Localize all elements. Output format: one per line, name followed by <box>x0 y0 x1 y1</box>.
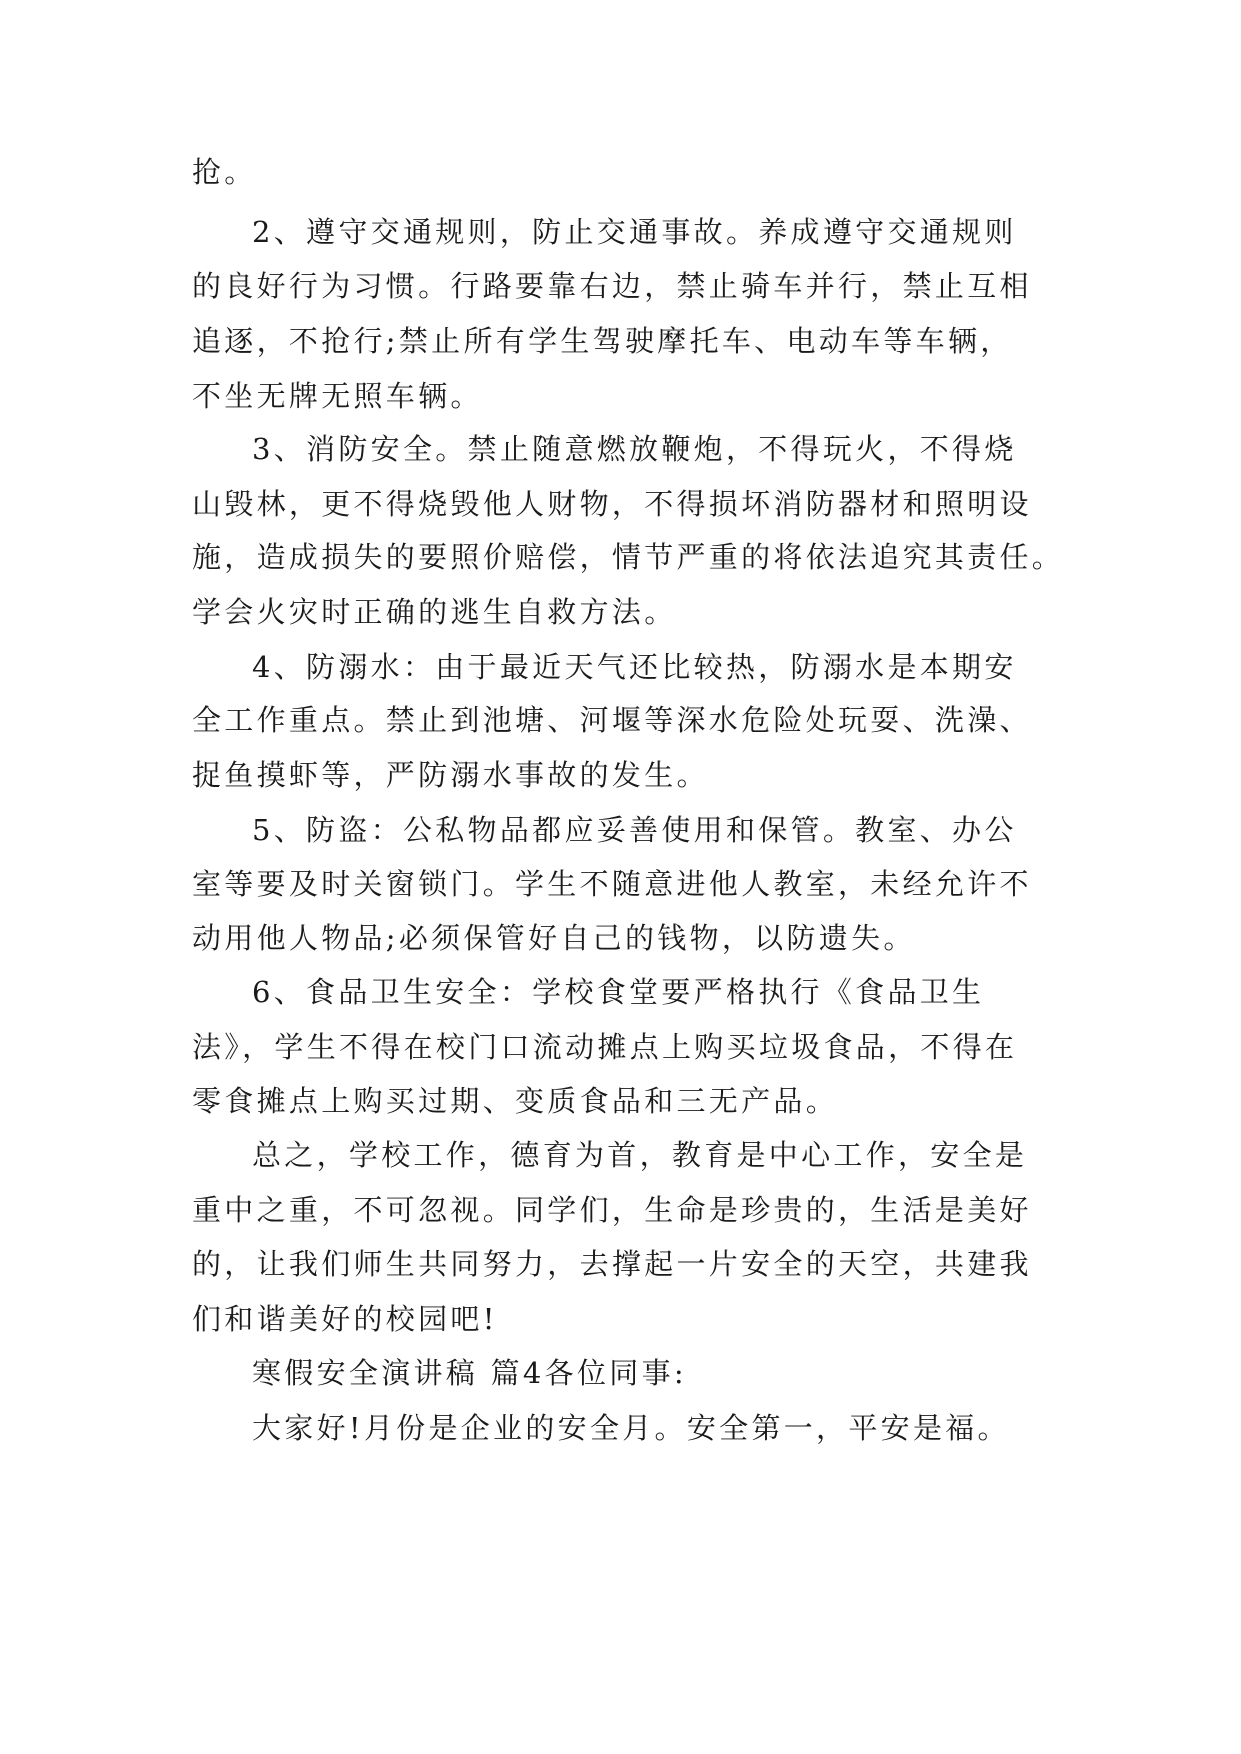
text-line: 抢。 <box>192 155 257 189</box>
text-line: 大家好!月份是企业的安全月。安全第一，平安是福。 <box>252 1411 1010 1445</box>
text-line: 零食摊点上购买过期、变质食品和三无产品。 <box>192 1084 839 1118</box>
text-line: 室等要及时关窗锁门。学生不随意进他人教室，未经允许不 <box>192 867 1032 901</box>
text-line: 的良好行为习惯。行路要靠右边，禁止骑车并行，禁止互相 <box>192 269 1032 303</box>
text-line: 不坐无牌无照车辆。 <box>192 379 483 413</box>
text-line: 捉鱼摸虾等，严防溺水事故的发生。 <box>192 758 709 792</box>
text-line: 4、防溺水：由于最近天气还比较热，防溺水是本期安 <box>252 650 1017 684</box>
text-line: 山毁林，更不得烧毁他人财物，不得损坏消防器材和照明设 <box>192 487 1032 521</box>
section-heading: 寒假安全演讲稿 篇4各位同事: <box>252 1356 687 1390</box>
text-line: 重中之重，不可忽视。同学们，生命是珍贵的，生活是美好 <box>192 1193 1032 1227</box>
text-line: 的，让我们师生共同努力，去撑起一片安全的天空，共建我 <box>192 1247 1032 1281</box>
text-line: 2、遵守交通规则，防止交通事故。养成遵守交通规则 <box>252 215 1017 249</box>
text-line: 5、防盗：公私物品都应妥善使用和保管。教室、办公 <box>252 813 1017 847</box>
text-line: 们和谐美好的校园吧! <box>192 1302 498 1336</box>
text-line: 学会火灾时正确的逃生自救方法。 <box>192 595 677 629</box>
text-line: 总之，学校工作，德育为首，教育是中心工作，安全是 <box>252 1138 1028 1172</box>
text-line: 动用他人物品;必须保管好自己的钱物，以防遗失。 <box>192 921 916 955</box>
text-line: 施，造成损失的要照价赔偿，情节严重的将依法追究其责任。 <box>192 540 1065 574</box>
text-line: 6、食品卫生安全：学校食堂要严格执行《食品卫生 <box>252 975 985 1009</box>
text-line: 全工作重点。禁止到池塘、河堰等深水危险处玩耍、洗澡、 <box>192 703 1032 737</box>
text-line: 3、消防安全。禁止随意燃放鞭炮，不得玩火，不得烧 <box>252 432 1017 466</box>
text-line: 法》，学生不得在校门口流动摊点上购买垃圾食品，不得在 <box>192 1030 1018 1064</box>
text-line: 追逐，不抢行;禁止所有学生驾驶摩托车、电动车等车辆， <box>192 324 1013 358</box>
